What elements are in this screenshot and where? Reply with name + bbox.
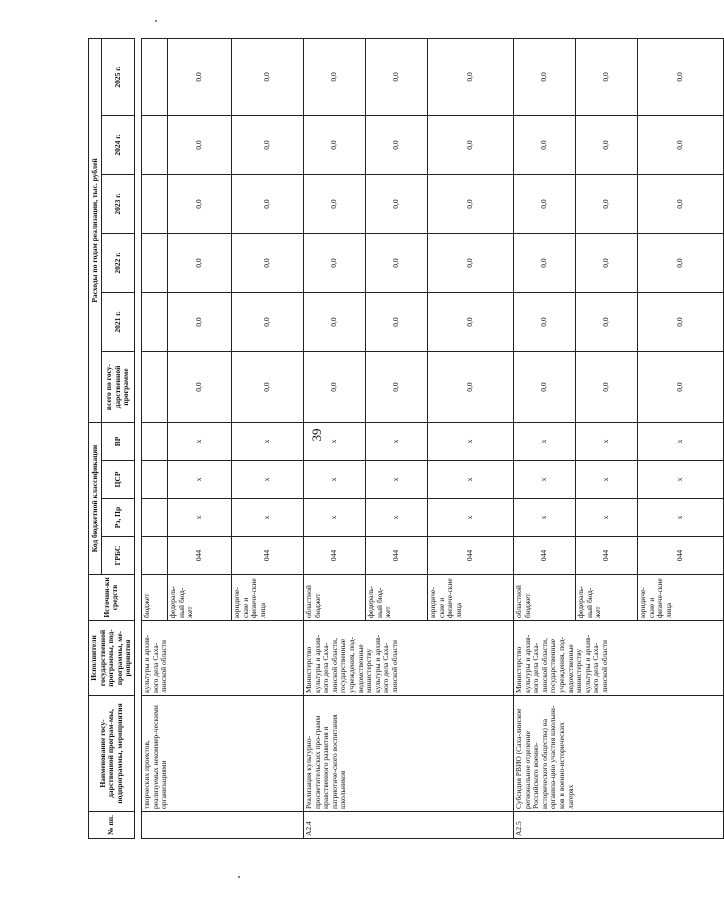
funding-source: юридиче-ские и физиче-ские лица [231, 575, 303, 621]
value-2023: 0,0 [575, 175, 637, 234]
vr-code: х [231, 423, 303, 461]
table-row [303, 38, 365, 838]
total-value: 0,0 [513, 352, 575, 423]
csr-code [141, 461, 167, 499]
value-2025: 0,0 [637, 38, 723, 115]
rz-pr-code: х [303, 499, 365, 537]
row-name: творческих проектов, реализуемых некоммер-ческими организациями [141, 696, 303, 812]
rz-pr-code: х [427, 499, 513, 537]
value-2021: 0,0 [575, 293, 637, 352]
value-2024: 0,0 [231, 116, 303, 175]
grbs-code: 044 [575, 537, 637, 575]
header-total: всего по госу-дарственной программе [102, 352, 135, 423]
value-2023: 0,0 [303, 175, 365, 234]
header-rz-pr: Рз, Пр [102, 499, 135, 537]
csr-code: х [513, 461, 575, 499]
value-2022: 0,0 [365, 234, 427, 293]
total-value: 0,0 [303, 352, 365, 423]
value-2022: 0,0 [575, 234, 637, 293]
rz-pr-code: х [231, 499, 303, 537]
row-executor: культуры и архив-ного дела Саха-линской области [141, 621, 303, 696]
vr-code: х [513, 423, 575, 461]
value-2022: 0,0 [167, 234, 231, 293]
total-value: 0,0 [167, 352, 231, 423]
value-2022: 0,0 [427, 234, 513, 293]
rotated-page-content [88, 39, 685, 839]
value-2023: 0,0 [365, 175, 427, 234]
funding-source: юридиче-ские и физиче-ские лица [427, 575, 513, 621]
row-name: Субсидия РВИО (Саха-линское региональное отделение Российского военно-исторического общества) на организа-цию участия школьни-ков в военно-исторических лагерях [513, 696, 723, 812]
table-body [141, 38, 723, 838]
value-2024 [141, 116, 167, 175]
row-number: А2.4 [303, 812, 513, 839]
value-2023: 0,0 [167, 175, 231, 234]
value-2021: 0,0 [167, 293, 231, 352]
page-number: 39 [309, 428, 324, 442]
header-budget-code: Код бюджетной классификации [89, 423, 102, 575]
funding-source: областной бюджет [513, 575, 575, 621]
grbs-code: 044 [365, 537, 427, 575]
header-grbs: ГРБС [102, 537, 135, 575]
vr-code: х [167, 423, 231, 461]
value-2025: 0,0 [427, 38, 513, 115]
funding-source: бюджет [141, 575, 167, 621]
rz-pr-code: х [167, 499, 231, 537]
total-value: 0,0 [575, 352, 637, 423]
value-2025: 0,0 [575, 38, 637, 115]
value-2021: 0,0 [513, 293, 575, 352]
csr-code: х [231, 461, 303, 499]
row-executor: Министерство культуры и архив-ного дела Саха-линской области, государственные учреждения, под-ведомственные министерству культуры и архив-ного дела Саха-линской области [303, 621, 513, 696]
value-2021: 0,0 [365, 293, 427, 352]
value-2024: 0,0 [575, 116, 637, 175]
header-2024: 2024 г. [102, 116, 135, 175]
value-2021: 0,0 [231, 293, 303, 352]
value-2021 [141, 293, 167, 352]
value-2023: 0,0 [427, 175, 513, 234]
grbs-code: 044 [513, 537, 575, 575]
value-2024: 0,0 [637, 116, 723, 175]
value-2023: 0,0 [231, 175, 303, 234]
row-number [141, 812, 303, 839]
funding-source: федераль-ный бюд-жет [365, 575, 427, 621]
value-2021: 0,0 [303, 293, 365, 352]
table-row [141, 38, 167, 838]
rz-pr-code: х [365, 499, 427, 537]
funding-source: областной бюджет [303, 575, 365, 621]
value-2025: 0,0 [365, 38, 427, 115]
vr-code: х [427, 423, 513, 461]
header-num: № пп. [89, 812, 135, 839]
csr-code: х [637, 461, 723, 499]
header-executor: Исполнители государственной программы, под-программы, ме-роприятия [89, 621, 135, 696]
funding-source: юридиче-ские и физиче-ские лица [637, 575, 723, 621]
total-value: 0,0 [365, 352, 427, 423]
value-2024: 0,0 [303, 116, 365, 175]
csr-code: х [167, 461, 231, 499]
header-name: Наименование госу-дарственной програм-мы, подпрограммы, мероприятия [89, 696, 135, 812]
vr-code: х [637, 423, 723, 461]
header-gap [134, 38, 141, 838]
value-2023: 0,0 [513, 175, 575, 234]
header-source: Источни-ки средств [89, 575, 135, 621]
rz-pr-code [141, 499, 167, 537]
funding-source: федераль-ный бюд-жет [167, 575, 231, 621]
vr-code: х [303, 423, 365, 461]
value-2024: 0,0 [167, 116, 231, 175]
header-csr: ЦСР [102, 461, 135, 499]
grbs-code: 044 [303, 537, 365, 575]
value-2023 [141, 175, 167, 234]
rz-pr-code: х [575, 499, 637, 537]
grbs-code: 044 [637, 537, 723, 575]
table-row [513, 38, 575, 838]
header-2023: 2023 г. [102, 175, 135, 234]
value-2025: 0,0 [231, 38, 303, 115]
csr-code: х [575, 461, 637, 499]
value-2024: 0,0 [365, 116, 427, 175]
value-2023: 0,0 [637, 175, 723, 234]
value-2022: 0,0 [637, 234, 723, 293]
header-2025: 2025 г. [102, 38, 135, 115]
total-value: 0,0 [637, 352, 723, 423]
value-2022: 0,0 [513, 234, 575, 293]
csr-code: х [427, 461, 513, 499]
value-2022: 0,0 [303, 234, 365, 293]
vr-code: х [365, 423, 427, 461]
funding-source: федераль-ный бюд-жет [575, 575, 637, 621]
value-2022: 0,0 [231, 234, 303, 293]
budget-table [88, 38, 724, 839]
scan-speck [155, 20, 157, 22]
value-2025: 0,0 [513, 38, 575, 115]
header-2021: 2021 г. [102, 293, 135, 352]
value-2025: 0,0 [167, 38, 231, 115]
total-value: 0,0 [427, 352, 513, 423]
value-2024: 0,0 [513, 116, 575, 175]
header-vr: ВР [102, 423, 135, 461]
rz-pr-code: х [513, 499, 575, 537]
total-value [141, 352, 167, 423]
vr-code: х [575, 423, 637, 461]
row-name: Реализация культурно-просветительских про-грамм нравственного развития и патриотиче-ского воспитания школьников [303, 696, 513, 812]
scan-speck [238, 876, 240, 878]
row-executor: Министерство культуры и архив-ного дела Саха-линской области, государственные учреждения, под-ведомственные министерству культуры и архив-ного дела Саха-линской области [513, 621, 723, 696]
value-2025: 0,0 [303, 38, 365, 115]
value-2021: 0,0 [637, 293, 723, 352]
csr-code: х [303, 461, 365, 499]
value-2024: 0,0 [427, 116, 513, 175]
grbs-code: 044 [231, 537, 303, 575]
csr-code: х [365, 461, 427, 499]
budget-table-wrapper [88, 39, 685, 839]
rz-pr-code: х [637, 499, 723, 537]
grbs-code: 044 [427, 537, 513, 575]
header-2022: 2022 г. [102, 234, 135, 293]
grbs-code [141, 537, 167, 575]
header-expenses: Расходы по годам реализации, тыс. рублей [89, 38, 102, 422]
value-2022 [141, 234, 167, 293]
total-value: 0,0 [231, 352, 303, 423]
value-2025 [141, 38, 167, 115]
vr-code [141, 423, 167, 461]
row-number: А2.5 [513, 812, 723, 839]
grbs-code: 044 [167, 537, 231, 575]
value-2021: 0,0 [427, 293, 513, 352]
